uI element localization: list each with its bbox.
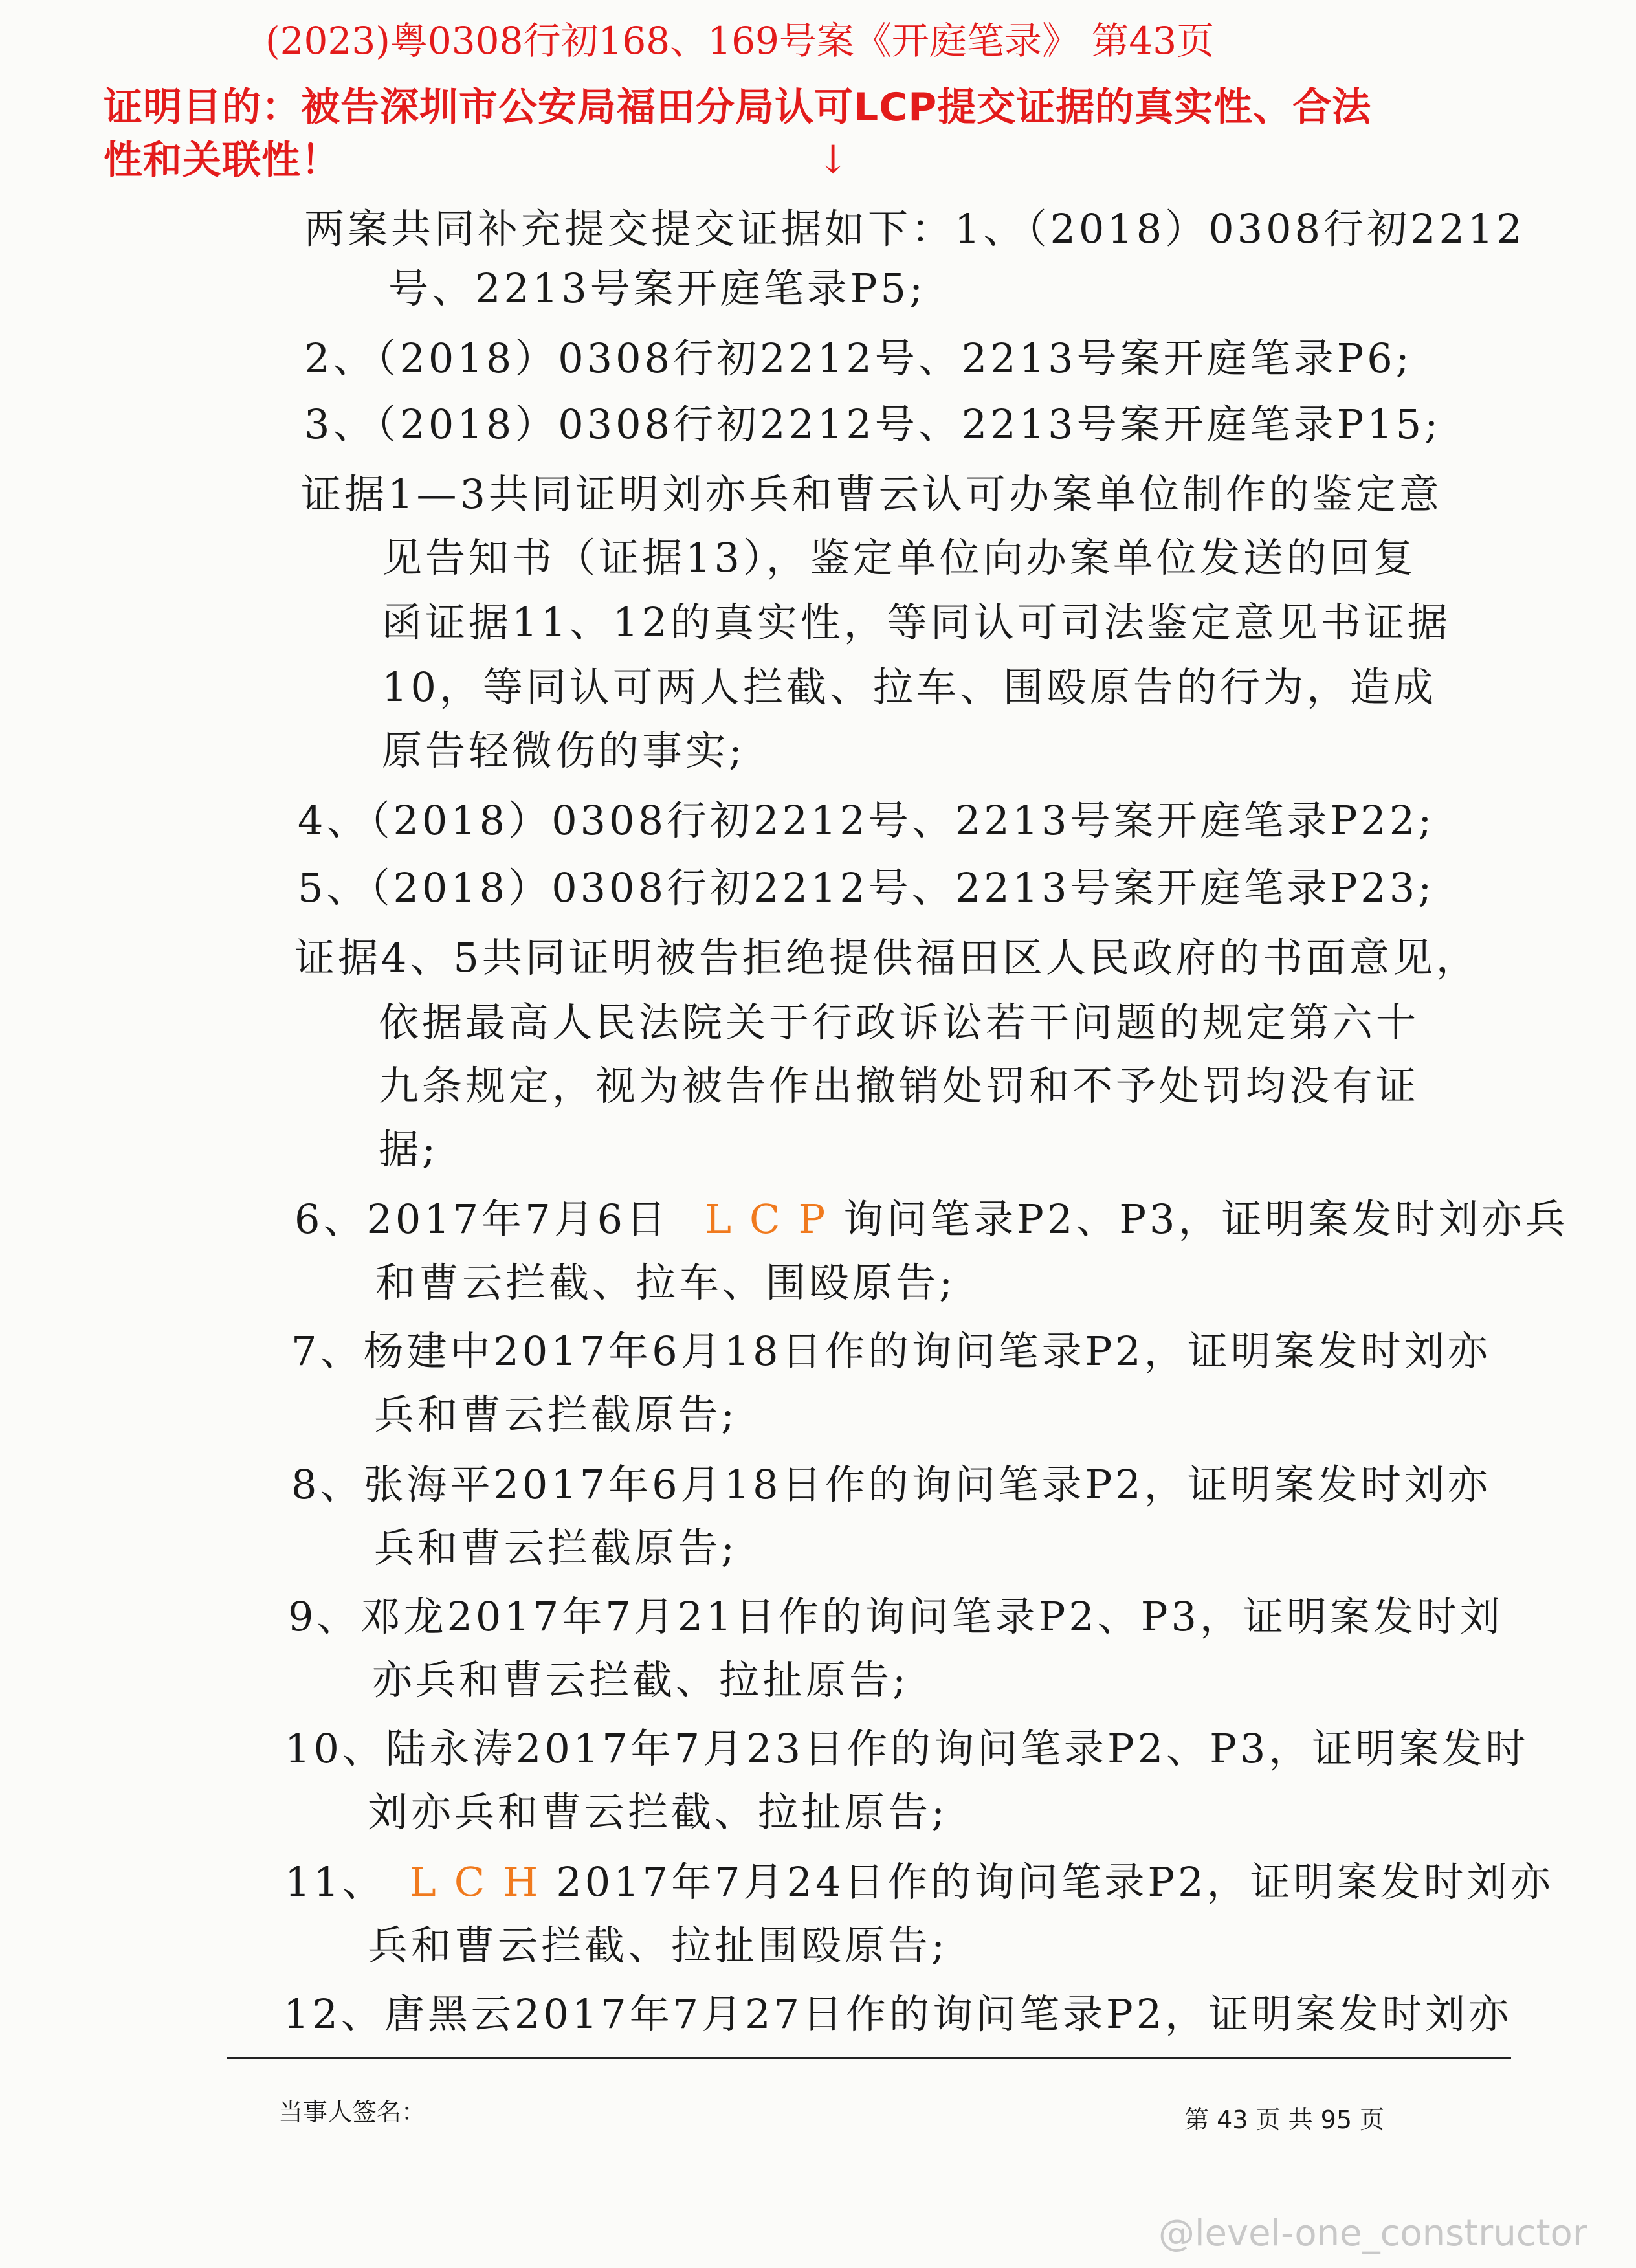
page-number: 第 43 页 共 95 页: [1184, 2106, 1385, 2134]
item-6-name-highlight: LCP: [704, 1195, 844, 1243]
item-11-prefix: 11、: [285, 1858, 386, 1906]
body-line: 原告轻微伤的事实;: [382, 727, 746, 774]
body-line: 5、（2018）0308行初2212号、2213号案开庭笔录P23;: [298, 864, 1435, 911]
body-line: 见告知书（证据13），鉴定单位向办案单位发送的回复: [382, 534, 1417, 581]
item-10-line-2: 刘亦兵和曹云拦截、拉扯原告;: [368, 1788, 948, 1836]
item-6-prefix: 6、2017年7月6日: [294, 1195, 670, 1243]
item-11-suffix: 2017年7月24日作的询问笔录P2，证明案发时刘亦: [556, 1858, 1554, 1906]
body-line: 证据4、5共同证明被告拒绝提供福田区人民政府的书面意见，: [294, 934, 1479, 981]
item-6-suffix: 询问笔录P2、P3，证明案发时刘亦兵: [843, 1195, 1569, 1243]
body-line: 据;: [379, 1126, 439, 1173]
purpose-line-2: 性和关联性！: [104, 138, 340, 183]
signature-label: 当事人签名：: [278, 2098, 426, 2126]
body-line: 4、（2018）0308行初2212号、2213号案开庭笔录P22;: [298, 797, 1435, 844]
body-line: 2、（2018）0308行初2212号、2213号案开庭笔录P6;: [304, 335, 1413, 382]
item-8-line-1: 8、张海平2017年6月18日作的询问笔录P2，证明案发时刘亦: [291, 1461, 1491, 1508]
body-line: 依据最高人民法院关于行政诉讼若干问题的规定第六十: [379, 999, 1420, 1046]
item-6-line-1: [294, 1196, 1569, 1243]
body-line: 证据1—3共同证明刘亦兵和曹云认可办案单位制作的鉴定意: [301, 471, 1443, 518]
item-9-line-1: 9、邓龙2017年7月21日作的询问笔录P2、P3，证明案发时刘: [288, 1593, 1503, 1640]
body-line: 两案共同补充提交提交证据如下：1、（2018）0308行初2212: [304, 205, 1525, 252]
body-line: 九条规定，视为被告作出撤销处罚和不予处罚均没有证: [379, 1062, 1420, 1109]
item-7-line-2: 兵和曹云拦截原告;: [374, 1391, 738, 1438]
watermark: @level-one_constructor: [1158, 2212, 1587, 2254]
item-6-line-2: 和曹云拦截、拉车、围殴原告;: [375, 1259, 956, 1306]
item-11-line-1: [285, 1859, 1554, 1906]
item-7-line-1: 7、杨建中2017年6月18日作的询问笔录P2，证明案发时刘亦: [291, 1328, 1491, 1375]
body-line: 3、（2018）0308行初2212号、2213号案开庭笔录P15;: [304, 401, 1442, 448]
footer-rule: [227, 2057, 1511, 2059]
item-9-line-2: 亦兵和曹云拦截、拉扯原告;: [372, 1656, 909, 1704]
down-arrow-icon: ↓: [817, 137, 850, 183]
body-line: 函证据11、12的真实性，等同认可司法鉴定意见书证据: [382, 599, 1451, 646]
item-11-line-2: 兵和曹云拦截、拉扯围殴原告;: [368, 1922, 948, 1969]
item-8-line-2: 兵和曹云拦截原告;: [374, 1524, 738, 1572]
item-11-name-highlight: LCH: [409, 1858, 557, 1906]
item-10-line-1: 10、陆永涛2017年7月23日作的询问笔录P2、P3，证明案发时: [285, 1725, 1529, 1772]
item-12-line-1: 12、唐黑云2017年7月27日作的询问笔录P2，证明案发时刘亦: [283, 1990, 1512, 2038]
purpose-line-1: 证明目的：被告深圳市公安局福田分局认可LCP提交证据的真实性、合法: [104, 85, 1372, 130]
body-line: 号、2213号案开庭笔录P5;: [388, 265, 926, 312]
document-header: (2023)粤0308行初168、169号案《开庭笔录》 第43页: [265, 19, 1215, 63]
body-line: 10，等同认可两人拦截、拉车、围殴原告的行为，造成: [382, 663, 1437, 711]
